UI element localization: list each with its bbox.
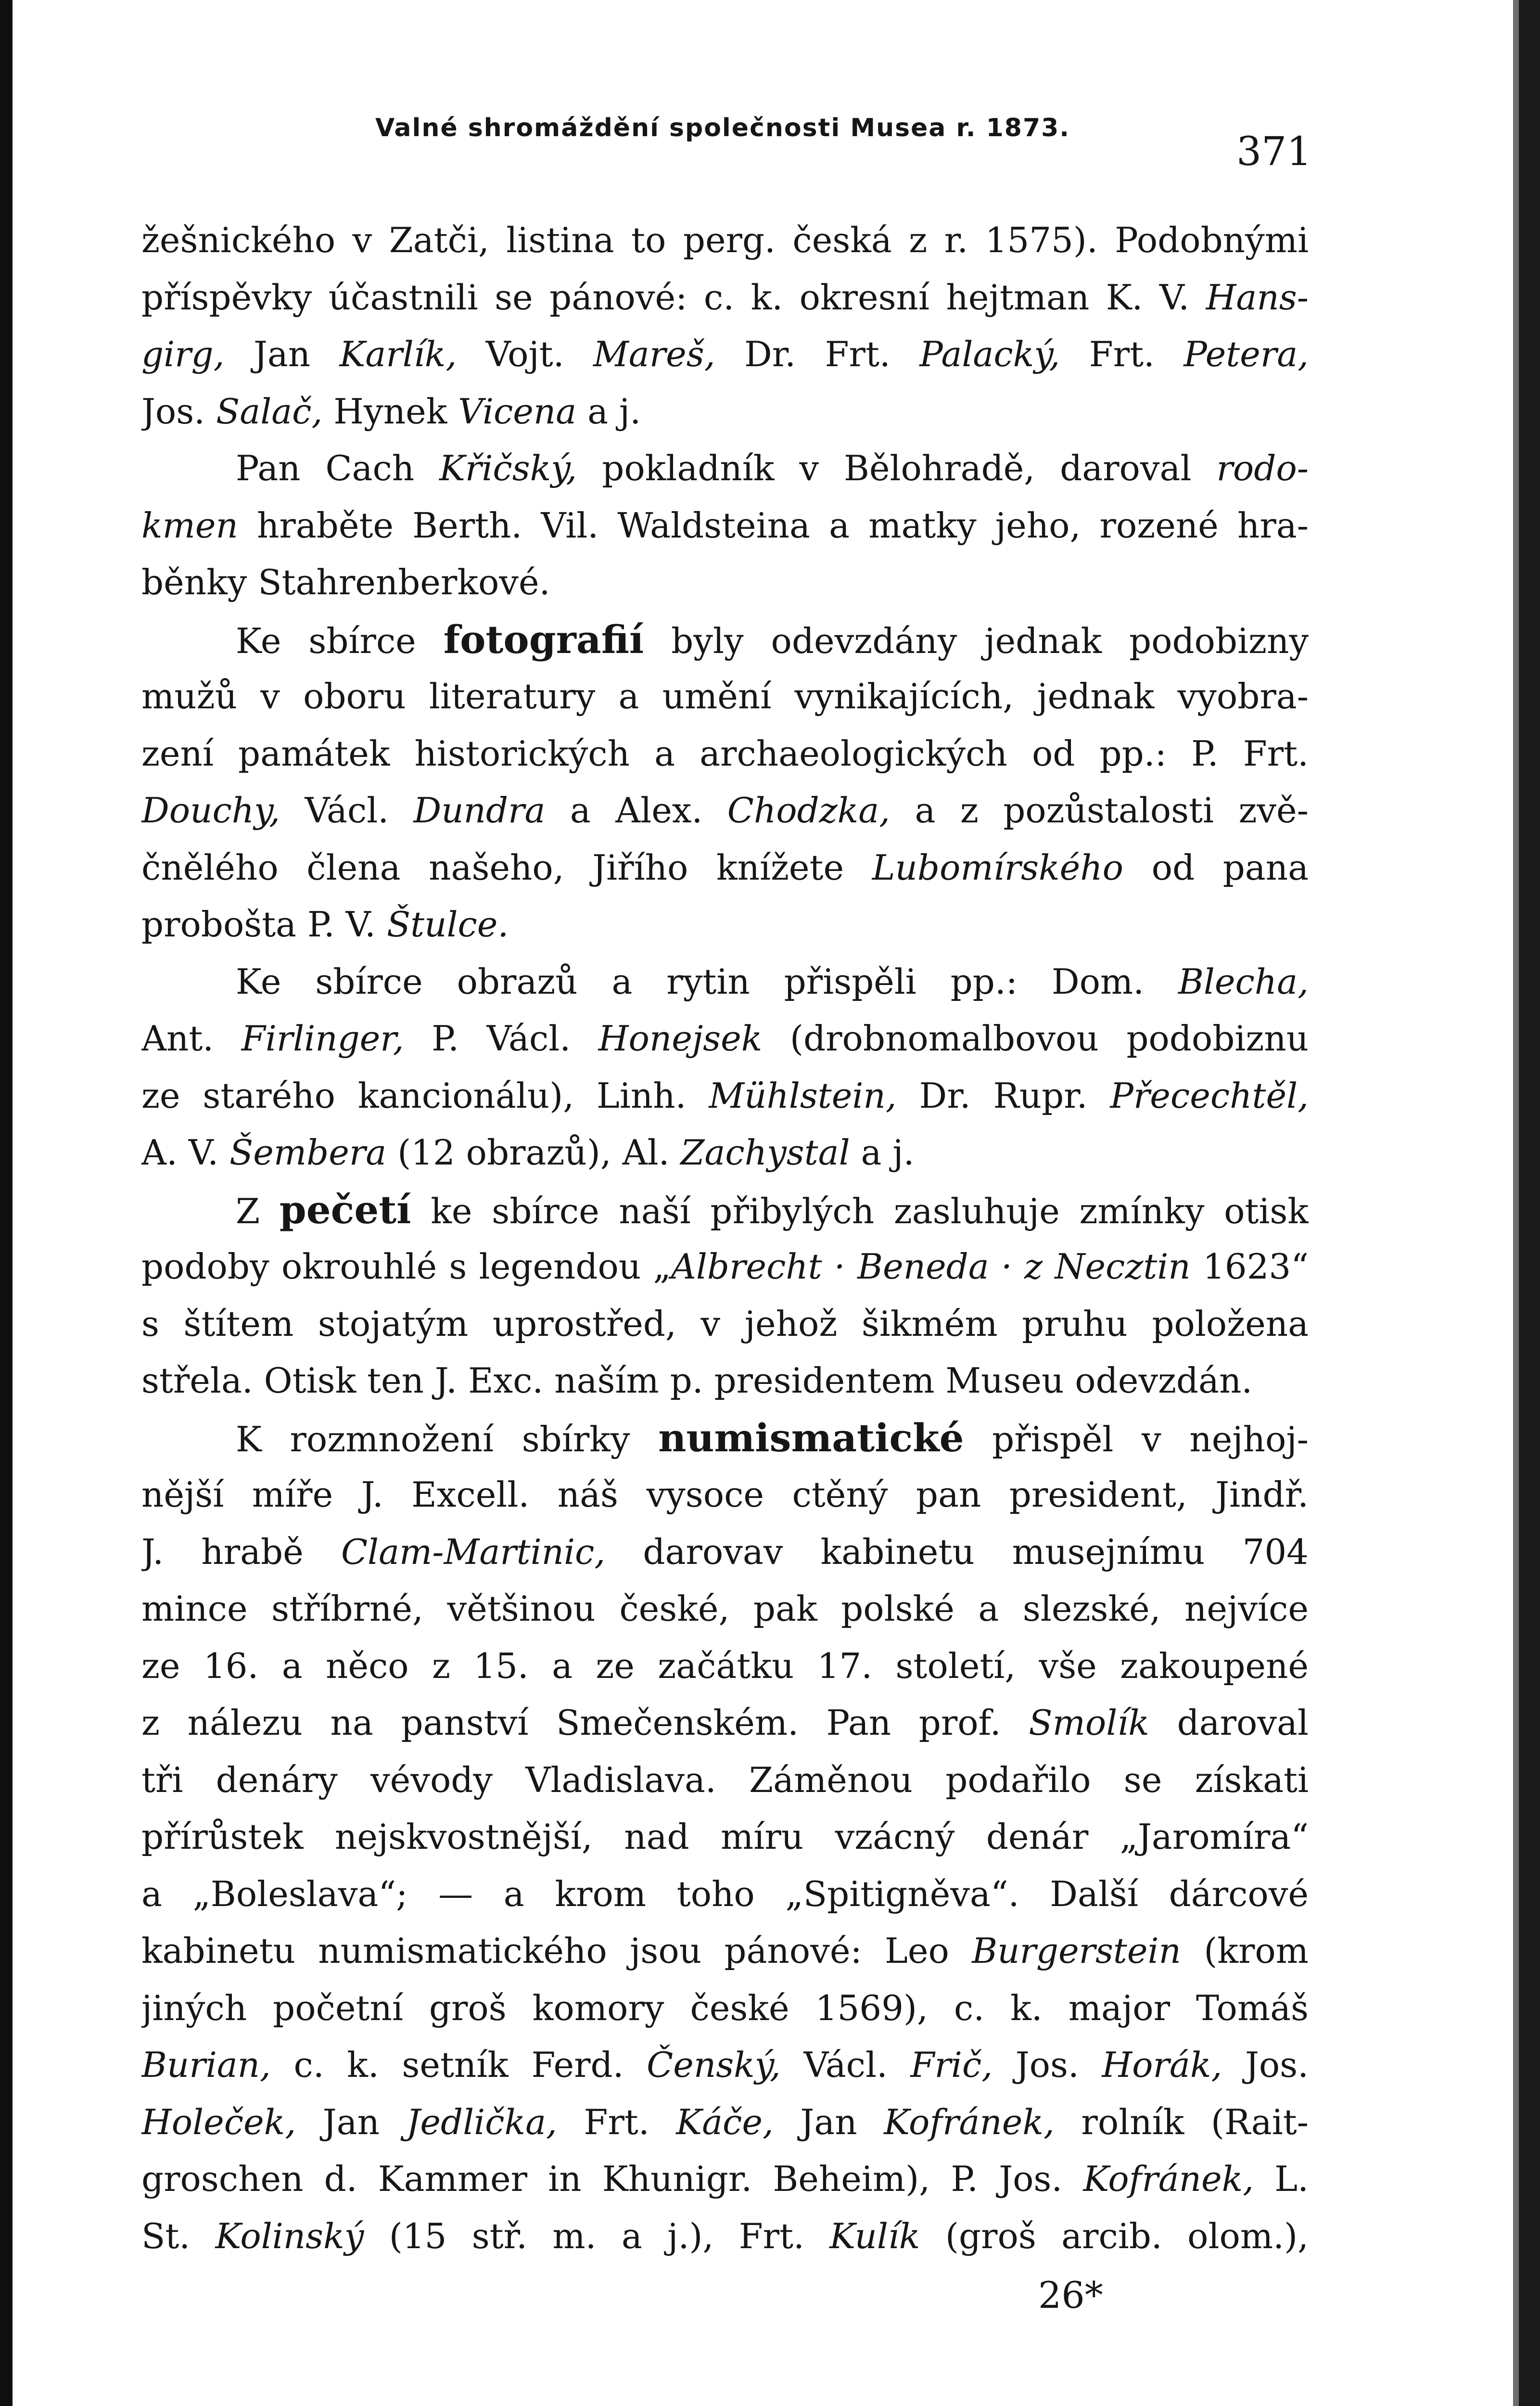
- text-run: L.: [1254, 2159, 1309, 2199]
- bold-term: pečetí: [279, 1187, 411, 1232]
- text-run: Václ.: [280, 790, 414, 831]
- text-line: [141, 611, 1309, 668]
- text-run: žešnického v Zatči, listina to perg. česká z r. 1575). Podobnými: [141, 220, 1309, 260]
- italic-name: Kolinský: [215, 2215, 364, 2256]
- text-run: nější míře J. Excell. náš vysoce ctěný pan president, Jindř.: [141, 1474, 1309, 1515]
- text-run: mince stříbrné, většinou české, pak polské a slezské, nejvíce: [141, 1588, 1309, 1629]
- text-run: střela. Otisk ten J. Exc. naším p. presidentem Museu odevzdán.: [141, 1360, 1253, 1401]
- signature-mark: 26*: [1038, 2274, 1103, 2316]
- text-run: K rozmnožení sbírky: [236, 1419, 659, 1459]
- text-line: [141, 269, 1309, 326]
- text-run: Jos.: [1222, 2045, 1309, 2085]
- text-run: groschen d. Kammer in Khunigr. Beheim), P. Jos.: [141, 2159, 1083, 2199]
- text-line: [141, 2036, 1309, 2094]
- italic-name: Mühlstein,: [709, 1075, 897, 1116]
- italic-name: Salač,: [216, 391, 323, 432]
- text-run: běnky Stahrenberkové.: [141, 562, 550, 602]
- text-run: A. V.: [141, 1132, 229, 1173]
- text-line: [141, 1352, 1309, 1409]
- text-run: (drobnomalbovou podobiznu: [762, 1018, 1309, 1059]
- text-run: Dr. Frt.: [715, 334, 920, 374]
- text-run: darovav kabinetu musejnímu 704: [605, 1531, 1309, 1572]
- text-line: [141, 1866, 1309, 1923]
- italic-name: Honejsek: [598, 1018, 763, 1059]
- scan-edge-right: [1519, 0, 1540, 2406]
- text-line: [141, 1067, 1309, 1125]
- text-line: [141, 212, 1309, 269]
- text-run: a „Boleslava“; — a krom toho „Spitigněva“. Další dárcové: [141, 1873, 1309, 1914]
- text-run: Z: [236, 1190, 280, 1231]
- text-run: z nálezu na panství Smečenském. Pan prof.: [141, 1702, 1029, 1743]
- italic-name: Káče,: [676, 2101, 774, 2142]
- text-run: Frt.: [1060, 334, 1184, 374]
- italic-name: Petera,: [1184, 334, 1309, 374]
- text-run: probošta P. V.: [141, 904, 387, 945]
- text-run: tři denáry vévody Vladislava. Záměnou podařilo se získati: [141, 1759, 1309, 1800]
- italic-name: Kulík: [829, 2215, 920, 2256]
- italic-name: Clam-Martinic,: [341, 1531, 606, 1572]
- text-run: Jan: [773, 2101, 884, 2142]
- page-number: 371: [1236, 129, 1312, 175]
- text-run: (groš arcib. olom.),: [920, 2215, 1309, 2256]
- italic-name: Burgerstein: [972, 1931, 1181, 1971]
- text-line: [141, 1694, 1309, 1752]
- text-run: pokladník v Bělohradě, daroval: [577, 448, 1217, 488]
- italic-name: Douchy,: [141, 790, 280, 831]
- text-line: [141, 1466, 1309, 1523]
- text-line: [141, 554, 1309, 611]
- italic-name: Karlík,: [339, 334, 457, 374]
- text-run: Frt.: [557, 2101, 676, 2142]
- text-line: [141, 1922, 1309, 1980]
- italic-name: kmen: [141, 505, 238, 546]
- italic-name: Křičský,: [439, 448, 577, 488]
- italic-name: Firlinger,: [241, 1018, 404, 1059]
- text-run: a z pozůstalosti zvě-: [890, 790, 1309, 831]
- text-line: [141, 1181, 1309, 1239]
- text-line: [141, 326, 1309, 383]
- italic-name: girg,: [141, 334, 225, 374]
- text-run: hraběte Berth. Vil. Waldsteina a matky jeho, rozené hra-: [238, 505, 1309, 546]
- text-run: mužů v oboru literatury a umění vynikajících, jednak vyobra-: [141, 676, 1309, 717]
- text-line: [141, 1010, 1309, 1067]
- text-line: [141, 383, 1309, 440]
- text-line: [141, 953, 1309, 1011]
- text-run: byly odevzdány jednak podobizny: [644, 620, 1309, 661]
- italic-name: Chodzka,: [727, 790, 891, 831]
- text-run: Václ.: [780, 2045, 911, 2085]
- italic-name: Lubomírského: [872, 847, 1123, 888]
- text-run: 1623“: [1190, 1246, 1309, 1287]
- text-run: ze starého kancionálu), Linh.: [141, 1075, 709, 1116]
- text-line: [141, 2208, 1309, 2265]
- bold-term: fotografií: [443, 616, 644, 662]
- text-run: Jan: [296, 2101, 407, 2142]
- text-run: (15 stř. m. a j.), Frt.: [364, 2215, 830, 2256]
- text-run: rolník (Rait-: [1054, 2101, 1309, 2142]
- italic-name: Štulce.: [386, 904, 509, 945]
- text-run: (krom: [1181, 1931, 1309, 1971]
- text-run: Ke sbírce: [236, 620, 444, 661]
- italic-name: Smolík: [1029, 1702, 1149, 1743]
- text-line: [141, 896, 1309, 953]
- text-run: ze 16. a něco z 15. a ze začátku 17. století, vše zakoupené: [141, 1645, 1309, 1686]
- text-line: [141, 440, 1309, 497]
- text-run: od pana: [1123, 847, 1309, 888]
- text-line: [141, 1808, 1309, 1866]
- scan-edge-right-shadow: [1513, 0, 1519, 2406]
- text-run: (12 obrazů), Al.: [386, 1132, 681, 1173]
- text-run: Jos.: [141, 391, 216, 432]
- italic-name: Palacký,: [919, 334, 1060, 374]
- text-line: [141, 668, 1309, 725]
- italic-name: Jedlička,: [406, 2101, 557, 2142]
- text-line: [141, 782, 1309, 839]
- text-run: daroval: [1149, 1702, 1309, 1743]
- text-run: kabinetu numismatického jsou pánové: Leo: [141, 1931, 972, 1971]
- text-run: čnělého člena našeho, Jiřího knížete: [141, 847, 872, 888]
- text-line: [141, 1638, 1309, 1695]
- text-line: [141, 1523, 1309, 1581]
- text-line: [141, 2150, 1309, 2208]
- italic-name: Vicena: [458, 391, 577, 432]
- text-run: Jan: [224, 334, 340, 374]
- text-run: s štítem stojatým uprostřed, v jehož šikmém pruhu položena: [141, 1303, 1309, 1344]
- text-run: St.: [141, 2215, 216, 2256]
- italic-name: Frič,: [910, 2045, 993, 2085]
- bold-term: numismatické: [658, 1415, 964, 1460]
- italic-name: Blecha,: [1178, 961, 1309, 1002]
- text-line: [141, 497, 1309, 554]
- italic-name: Zachystal: [680, 1132, 850, 1173]
- text-line: [141, 839, 1309, 896]
- text-run: podoby okrouhlé s legendou „: [141, 1246, 671, 1287]
- italic-name: Burian,: [141, 2045, 271, 2085]
- italic-name: rodo-: [1216, 448, 1309, 488]
- text-line: [141, 1752, 1309, 1809]
- text-run: c. k. setník Ferd.: [270, 2045, 647, 2085]
- text-run: a j.: [850, 1132, 915, 1173]
- text-run: přispěl v nejhoj-: [964, 1419, 1309, 1459]
- text-run: Ke sbírce obrazů a rytin přispěli pp.: Dom.: [236, 961, 1178, 1002]
- text-line: [141, 1124, 1309, 1181]
- scan-edge-left: [0, 0, 13, 2406]
- italic-name: Dundra: [413, 790, 546, 831]
- text-line: [141, 2094, 1309, 2151]
- italic-name: Mareš,: [593, 334, 715, 374]
- text-line: [141, 1980, 1309, 2037]
- italic-name: Horák,: [1102, 2045, 1222, 2085]
- text-run: a Alex.: [545, 790, 727, 831]
- text-run: Jos.: [993, 2045, 1102, 2085]
- running-header: Valné shromáždění společnosti Musea r. 1873.: [375, 114, 1070, 142]
- text-run: přírůstek nejskvostnější, nad míru vzácný denár „Jaromíra“: [141, 1817, 1309, 1857]
- text-run: zení památek historických a archaeologických od pp.: P. Frt.: [141, 733, 1309, 774]
- text-run: jiných početní groš komory české 1569), c. k. major Tomáš: [141, 1987, 1309, 2028]
- text-run: Vojt.: [457, 334, 594, 374]
- body-text: [141, 212, 1309, 2265]
- italic-name: Šembera: [229, 1132, 387, 1173]
- text-run: a j.: [576, 391, 641, 432]
- text-run: ke sbírce naší přibylých zasluhuje zmínky otisk: [411, 1190, 1309, 1231]
- italic-name: Holeček,: [141, 2101, 296, 2142]
- italic-name: Přecechtěl,: [1110, 1075, 1309, 1116]
- text-line: [141, 1238, 1309, 1295]
- italic-name: Čenský,: [647, 2045, 781, 2085]
- text-line: [141, 725, 1309, 782]
- text-run: Dr. Rupr.: [896, 1075, 1110, 1116]
- text-run: J. hrabě: [141, 1531, 341, 1572]
- text-line: [141, 1409, 1309, 1467]
- text-run: P. Václ.: [404, 1018, 598, 1059]
- text-run: Pan Cach: [236, 448, 440, 488]
- text-line: [141, 1295, 1309, 1353]
- text-run: Ant.: [141, 1018, 242, 1059]
- italic-name: Kofránek,: [884, 2101, 1055, 2142]
- text-run: Hynek: [322, 391, 458, 432]
- text-line: [141, 1580, 1309, 1638]
- italic-name: Kofránek,: [1083, 2159, 1254, 2199]
- text-run: příspěvky účastnili se pánové: c. k. okresní hejtman K. V.: [141, 277, 1206, 318]
- italic-name: Hans-: [1206, 277, 1309, 318]
- italic-name: Albrecht · Beneda · z Necztin: [671, 1246, 1191, 1287]
